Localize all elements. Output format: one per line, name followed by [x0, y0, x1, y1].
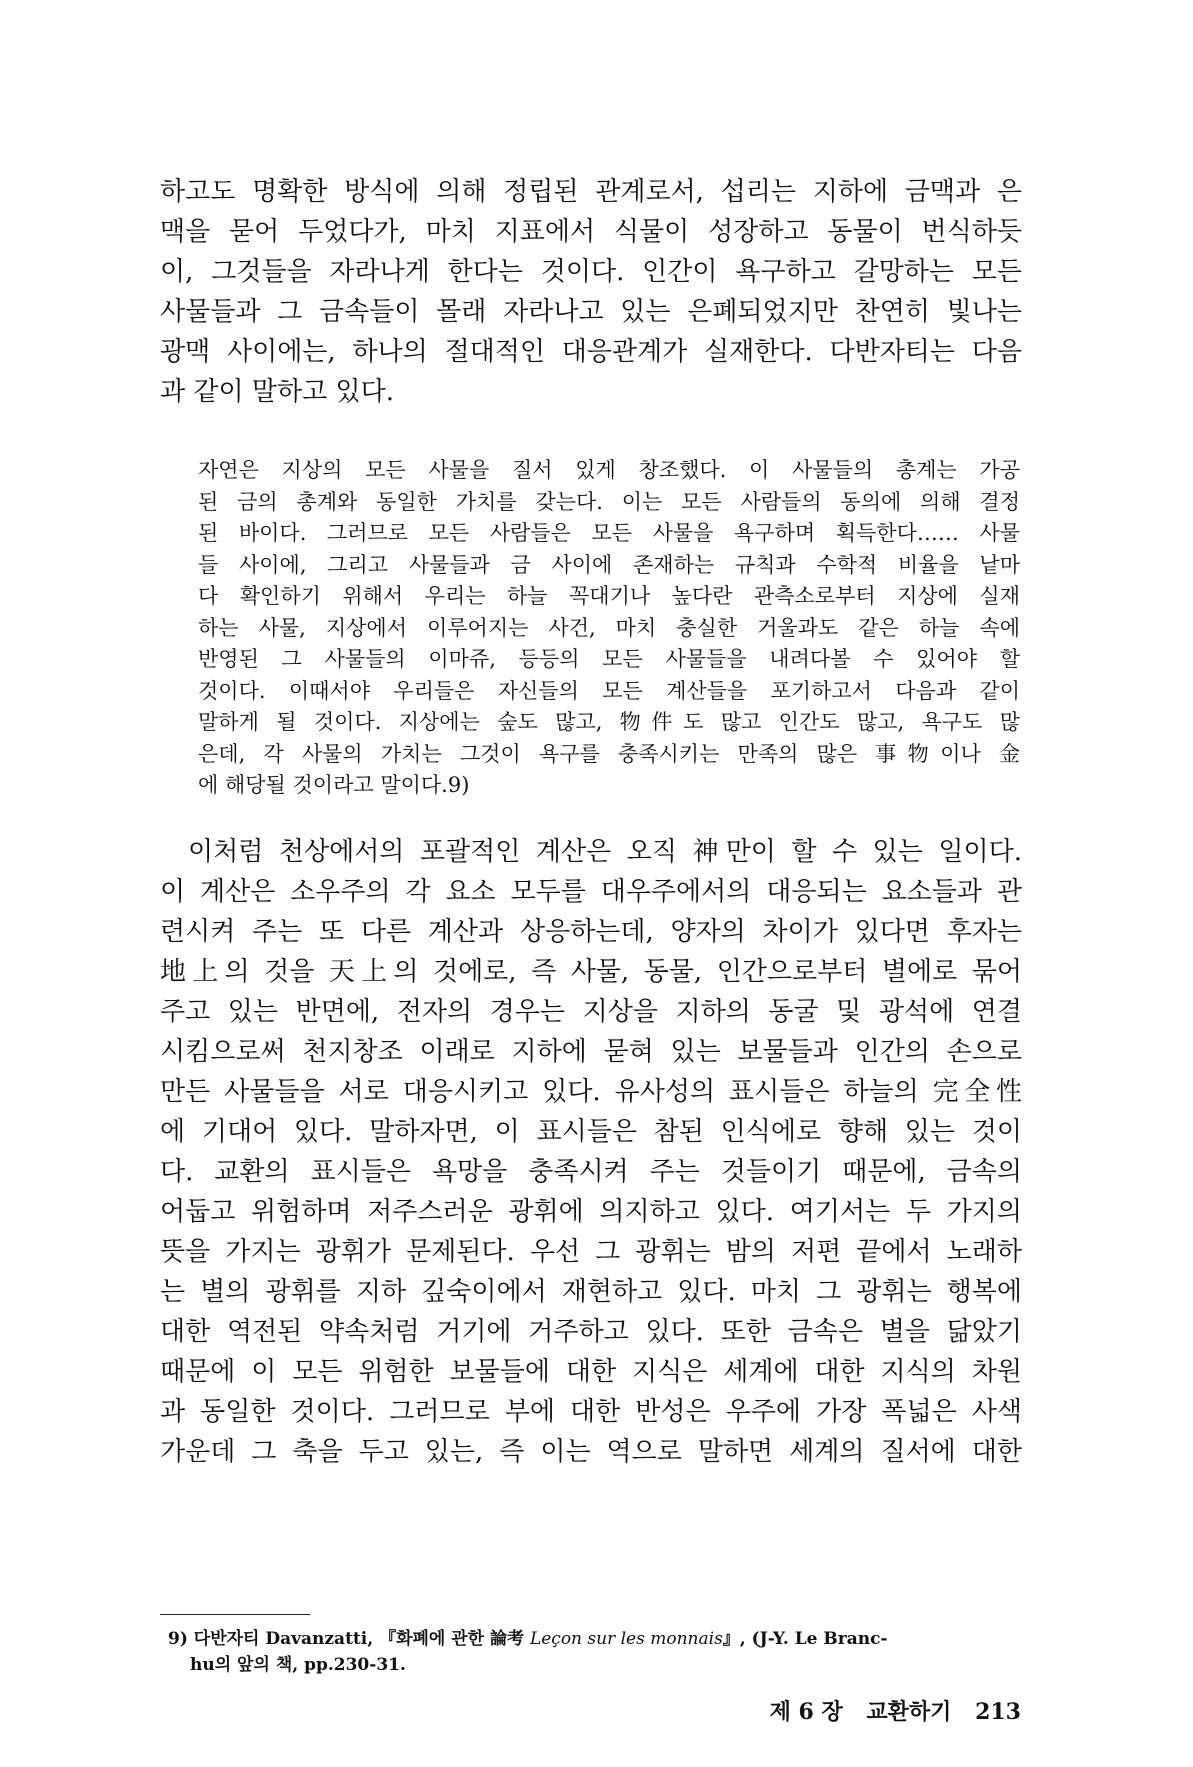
- footnote: [168, 1626, 1024, 1678]
- text-line: 에 기대어 있다. 말하자면, 이 표시들은 참된 인식에로 향해 있는 것이: [160, 1117, 1022, 1147]
- text-line: 때문에 이 모든 위험한 보물들에 대한 지식은 세계에 대한 지식의 차원: [160, 1357, 1022, 1387]
- footnote-suffix: 』, (J-Y. Le Branc-: [722, 1629, 888, 1649]
- quote-line: 은데, 각 사물의 가치는 그것이 욕구를 충족시키는 만족의 많은 事物이나 金: [198, 741, 1020, 766]
- quote-line: 에 해당될 것이라고 말이다.9): [198, 773, 470, 797]
- text-line: 뜻을 가지는 광휘가 문제된다. 우선 그 광휘는 밤의 저편 끝에서 노래하: [160, 1237, 1022, 1267]
- text-line: 대한 역전된 약속처럼 거기에 거주하고 있다. 또한 금속은 별을 닮았기: [160, 1317, 1022, 1347]
- opening-paragraph: [160, 172, 1022, 412]
- page-number: 213: [975, 1699, 1021, 1725]
- footnote-title: Leçon sur les monnais: [529, 1629, 723, 1649]
- block-quote: [198, 455, 1020, 802]
- quote-line: 된 바이다. 그러므로 모든 사람들은 모든 사물을 욕구하며 획득한다…… 사물: [198, 521, 1020, 545]
- text-line: 하고도 명확한 방식에 의해 정립된 관계로서, 섭리는 지하에 금맥과 은: [160, 177, 1022, 207]
- quote-line: 다 확인하기 위해서 우리는 하늘 꼭대기나 높다란 관측소로부터 지상에 실재: [198, 584, 1020, 608]
- text-line: 는 별의 광휘를 지하 깊숙이에서 재현하고 있다. 마치 그 광휘는 행복에: [160, 1277, 1022, 1307]
- text-line: 과 동일한 것이다. 그러므로 부에 대한 반성은 우주에 가장 폭넓은 사색: [160, 1397, 1022, 1427]
- quote-line: 된 금의 총계와 동일한 가치를 갖는다. 이는 모든 사람들의 동의에 의해 결정: [198, 489, 1020, 514]
- text-line: 이처럼 천상에서의 포괄적인 계산은 오직 神만이 할 수 있는 일이다.: [188, 837, 1022, 867]
- footnote-prefix: 9) 다반자티 Davanzatti, 『화폐에 관한 論考: [168, 1629, 530, 1649]
- footnote-line: [168, 1626, 1024, 1652]
- text-line: 맥을 묻어 두었다가, 마치 지표에서 식물이 성장하고 동물이 번식하듯: [160, 217, 1022, 247]
- quote-line: 말하게 될 것이다. 지상에는 숲도 많고, 物件도 많고 인간도 많고, 욕구도 많: [198, 710, 1020, 734]
- quote-line: 하는 사물, 지상에서 이루어지는 사건, 마치 충실한 거울과도 같은 하늘 속에: [198, 615, 1020, 640]
- text-line: 地上의 것을 天上의 것에로, 즉 사물, 동물, 인간으로부터 별에로 묶어: [160, 957, 1022, 987]
- text-line: 련시켜 주는 또 다른 계산과 상응하는데, 양자의 차이가 있다면 후자는: [160, 917, 1022, 947]
- text-line: 어둡고 위험하며 저주스러운 광휘에 의지하고 있다. 여기서는 두 가지의: [160, 1197, 1022, 1227]
- running-footer: [754, 1695, 1021, 1726]
- footnote-line: hu의 앞의 책, pp.230-31.: [190, 1655, 406, 1675]
- quote-line: 반영된 그 사물들의 이마쥬, 등등의 모든 사물들을 내려다볼 수 있어야 할: [198, 647, 1020, 671]
- text-line: 가운데 그 축을 두고 있는, 즉 이는 역으로 말하면 세계의 질서에 대한: [160, 1437, 1022, 1467]
- chapter-number: 제 6 장: [769, 1699, 843, 1725]
- text-line: 과 같이 말하고 있다.: [160, 377, 394, 407]
- quote-line: 것이다. 이때서야 우리들은 자신들의 모든 계산들을 포기하고서 다음과 같이: [198, 678, 1020, 703]
- text-line: 이 계산은 소우주의 각 요소 모두를 대우주에서의 대응되는 요소들과 관: [160, 877, 1022, 907]
- quote-line: 자연은 지상의 모든 사물을 질서 있게 창조했다. 이 사물들의 총계는 가공: [198, 458, 1020, 482]
- text-line: 광맥 사이에는, 하나의 절대적인 대응관계가 실재한다. 다반자티는 다음: [160, 337, 1022, 367]
- text-line: 시킴으로써 천지창조 이래로 지하에 묻혀 있는 보물들과 인간의 손으로: [160, 1037, 1022, 1067]
- text-line: 주고 있는 반면에, 전자의 경우는 지상을 지하의 동굴 및 광석에 연결: [160, 997, 1022, 1027]
- text-line: 다. 교환의 표시들은 욕망을 충족시켜 주는 것들이기 때문에, 금속의: [160, 1157, 1022, 1187]
- quote-line: 들 사이에, 그리고 사물들과 금 사이에 존재하는 규칙과 수학적 비율을 낱마: [198, 552, 1020, 577]
- main-paragraph: [160, 832, 1022, 1472]
- text-line: 이, 그것들을 자라나게 한다는 것이다. 인간이 욕구하고 갈망하는 모든: [160, 257, 1022, 287]
- footnote-divider: [160, 1614, 310, 1615]
- text-line: 만든 사물들을 서로 대응시키고 있다. 유사성의 표시들은 하늘의 完全性: [160, 1077, 1022, 1107]
- text-line: 사물들과 그 금속들이 몰래 자라나고 있는 은폐되었지만 찬연히 빛나는: [160, 297, 1022, 327]
- chapter-title: 교환하기: [866, 1699, 952, 1725]
